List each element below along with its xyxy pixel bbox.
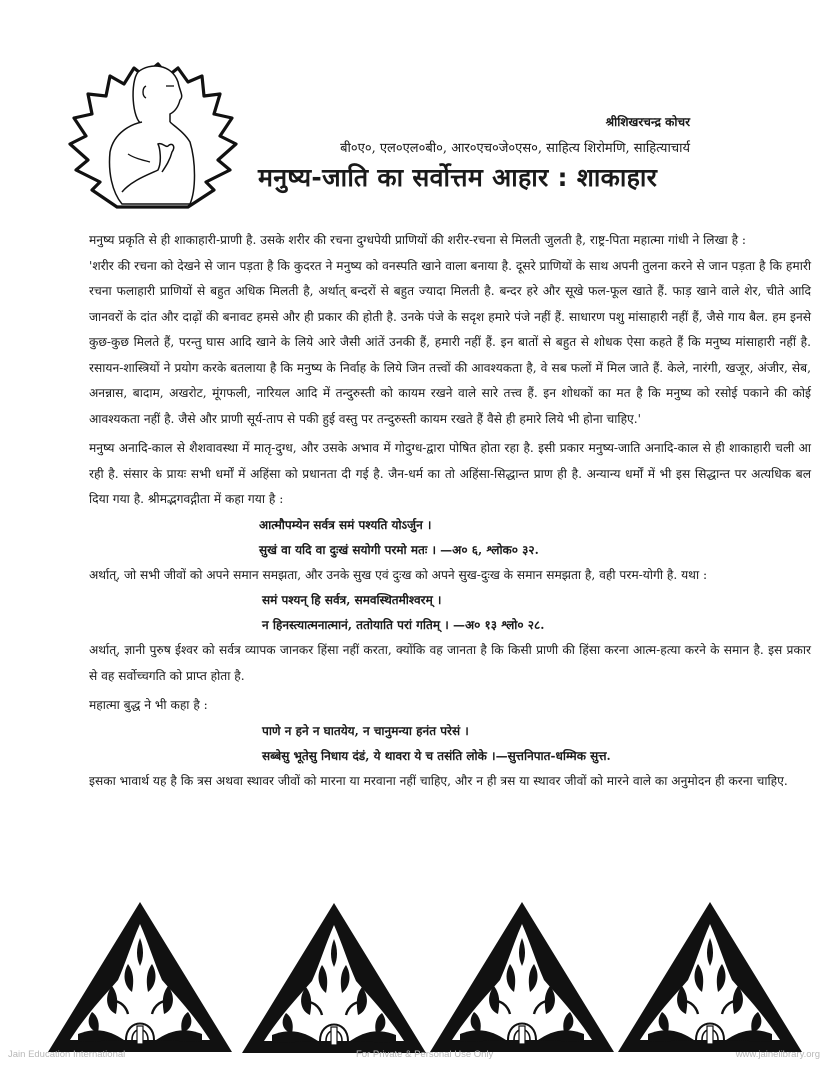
article-title: मनुष्य-जाति का सर्वोत्तम आहार : शाकाहार	[258, 163, 658, 192]
author-name: श्रीशिखरचन्द्र कोचर	[605, 115, 690, 129]
gita-verse-line-2: सुखं वा यदि वा दुःखं सयोगी परमो मतः । —अ० ६, श्लोक० ३२.	[259, 542, 539, 557]
paragraph-gandhi-quote: 'शरीर की रचना को देखने से जान पड़ता है कि कुदरत ने मनुष्य को वनस्पति खाने वाला बनाया है. दूसरे प्राणियों के साथ अपनी तुलना करने से जान पड़ता है कि हमारी रचना फलाहारी प्राणियों से बहुत अधिक मिलती है, अर्थात् बन्दरों से बहुत ज्यादा मिलती है. बन्दर हरे और सूखे फल-फूल खाते हैं. फाड़ खाने वाले शेर, चीते आदि जानवरों के दांत और दाढ़ों की बनावट हमसे और ही प्रकार की होती है. उनके पंजे के सदृश हमारे पंजे नहीं हैं. साधारण पशु मांसाहारी नहीं हैं, जैसे गाय बैल. हम इनसे कुछ-कुछ मिलते हैं, परन्तु घास आदि खाने के लिये आरे जैसी आंतें उनकी हैं, हमारी नहीं हैं. इन बातों से बहुत से शोधक ऐसा कहते हैं कि मनुष्य मांसाहारी नहीं है. रसायन-शास्त्रियों ने प्रयोग करके बतलाया है कि मनुष्य के निर्वाह के लिये जिन तत्त्वों की आवश्यकता है, वे सब फलों में मिल जाते हैं. केले, नारंगी, खजूर, अंजीर, सेब, अनन्नास, बादाम, अखरोट, मूंगफली, नारियल आदि में तन्दुरुस्ती को कायम रखने वाले सारे तत्त्व हैं. इन शोधकों का मत है कि मनुष्य को रसोई पकाने की कोई आवश्यकता नहीं है. जैसे और प्राणी सूर्य-ताप से पकी हुई वस्तु पर तन्दुरुस्ती कायम रखते हैं वैसे ही हमारे लिये भी होना चाहिए.'	[89, 258, 811, 426]
paragraph-gita2-meaning: अर्थात्, ज्ञानी पुरुष ईश्वर को सर्वत्र व्यापक जानकर हिंसा नहीं करता, क्योंकि वह जानता है कि किसी प्राणी की हिंसा करना आत्म-हत्या करने के समान है. इस प्रकार से वह सर्वोच्चगति को प्राप्त होता है.	[89, 643, 811, 683]
paragraph-intro: मनुष्य प्रकृति से ही शाकाहारी-प्राणी है. उसके शरीर की रचना दुग्धपेयी प्राणियों की शरीर-रचना से मिलती जुलती है, राष्ट्र-पिता महात्मा गांधी ने लिखा है :	[89, 233, 747, 247]
author-degrees: बी०ए०, एल०एल०बी०, आर०एच०जे०एस०, साहित्य शिरोमणि, साहित्याचार्य	[340, 141, 690, 156]
footer-publisher: Jain Education International	[8, 1049, 126, 1060]
article-body	[89, 228, 811, 794]
buddha-verse-line-1: पाणे न हने न घातयेय, न चानुमन्या हनंत परेसं ।	[262, 723, 469, 738]
paragraph-conclusion: इसका भावार्थ यह है कि त्रस अथवा स्थावर जीवों को मारना या मरवाना नहीं चाहिए, और न ही त्रस या स्थावर जीवों को मारने वाले का अनुमोदन ही करना चाहिए.	[89, 773, 788, 788]
paragraph-buddha-intro: महात्मा बुद्ध ने भी कहा है :	[89, 698, 208, 712]
gita-verse2-line-1: समं पश्यन् हि सर्वत्र, समवस्थितमीश्वरम् ।	[262, 593, 442, 607]
footer-usage-note: For Private & Personal Use Only	[356, 1049, 494, 1060]
gita-verse2-line-2: न हिनस्त्यात्मनात्मानं, ततोयाति परां गतिम् । —अ० १३ श्लो० २८.	[262, 618, 545, 632]
buddha-verse-line-2: सब्बेसु भूतेसु निधाय दंडं, ये थावरा ये च तसंति लोके ।—सुत्तनिपात-धम्मिक सुत्त.	[262, 748, 611, 763]
paragraph-gita-meaning: अर्थात्, जो सभी जीवों को अपने समान समझता, और उनके सुख एवं दुःख को अपने सुख-दुःख के समान समझता है, वही परम-योगी है. यथा :	[89, 567, 708, 582]
gita-verse-line-1: आत्मौपम्येन सर्वत्र समं पश्यति योऽर्जुन ।	[259, 517, 432, 532]
ornamental-border	[0, 900, 828, 1055]
paragraph-ahimsa: मनुष्य अनादि-काल से शैशवावस्था में मातृ-दुग्ध, और उसके अभाव में गोदुग्ध-द्वारा पोषित होता रहा है. इसी प्रकार मनुष्य-जाति अनादि-काल से ही शाकाहारी चली आ रही है. संसार के प्रायः सभी धर्मों में अहिंसा को प्रधानता दी गई है. जैन-धर्म का तो अहिंसा-सिद्धान्त प्राण ही है. अन्यान्य धर्मों में भी इस सिद्धान्त पर अत्यधिक बल दिया गया है. श्रीमद्भगवद्गीता में कहा गया है :	[89, 441, 811, 506]
meditating-monk-lotus-icon	[62, 62, 242, 212]
footer-website-link[interactable]: www.jainelibrary.org	[735, 1049, 820, 1060]
